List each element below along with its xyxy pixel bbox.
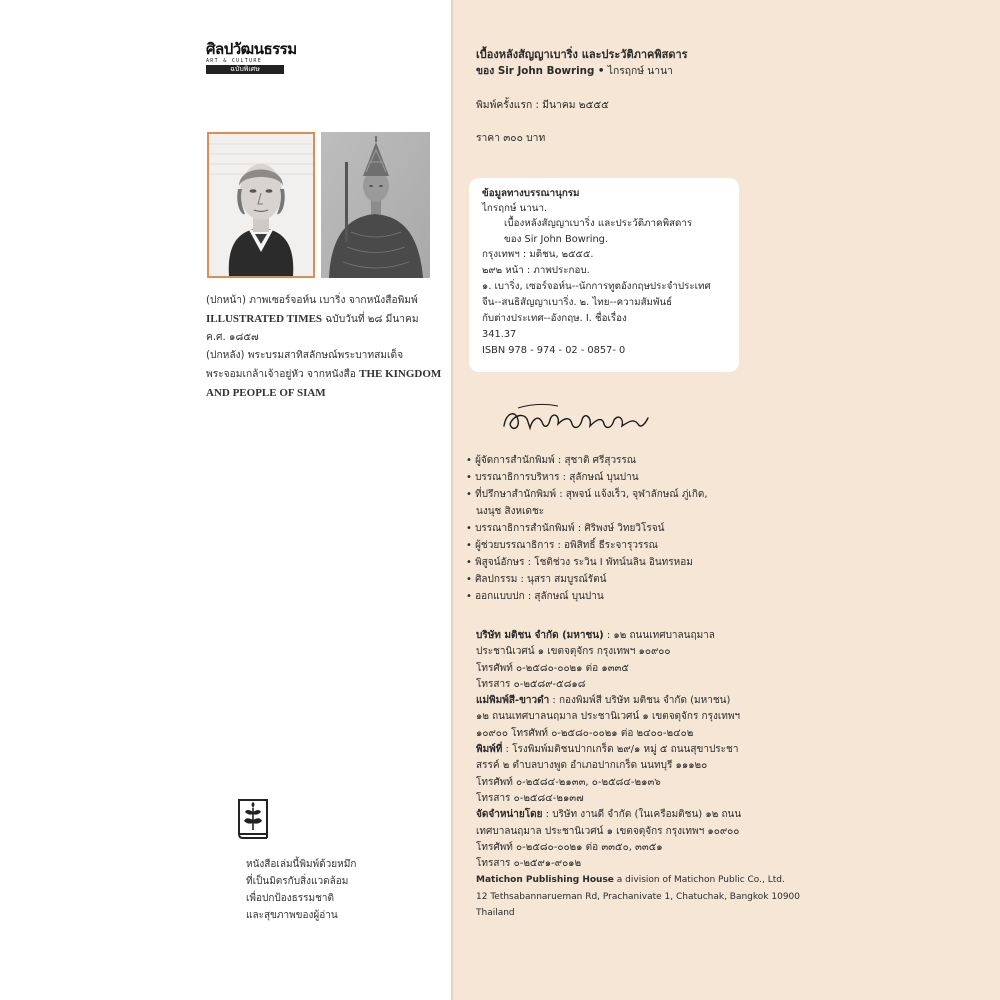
cover-caption xyxy=(206,292,442,402)
en-address: 12 Tethsabannarueman Rd, Prachanivate 1, Chatuchak, Bangkok 10900 xyxy=(476,891,800,902)
caption-back-source-b: AND PEOPLE OF SIAM xyxy=(206,387,326,399)
staff-line: • ศิลปกรรม : นุสรา สมบูรณ์รัตน์ xyxy=(466,574,607,585)
logo-edition-band: ฉบับพิเศษ xyxy=(206,65,284,74)
logo-title: ศิลปวัฒนธรรม xyxy=(206,40,297,58)
king-mongkut-portrait xyxy=(321,132,430,278)
caption-front-date-b: ค.ศ. ๑๘๕๗ xyxy=(206,332,259,343)
printer-address: สรรค์ ๒ ตำบลบางพูด อำเภอปากเกร็ด นนทบุรี ๑๑๑๒๐ xyxy=(476,760,708,772)
plate-address: ๑๒ ถนนเทศบาลนฤมาล ประชานิเวศน์ ๑ เขตจตุจักร กรุงเทพฯ xyxy=(476,711,741,723)
distributor-address: เทศบาลนฤมาล ประชานิเวศน์ ๑ เขตจตุจักร กรุงเทพฯ ๑๐๙๐๐ xyxy=(476,825,740,837)
printer-fax: โทรสาร ๐-๒๕๘๔-๒๑๓๗ xyxy=(476,792,584,804)
caption-back-prefix: (ปกหลัง) xyxy=(206,350,245,361)
staff-line: • ที่ปรึกษาสำนักพิมพ์ : สุพจน์ แจ้งเร็ว, จุฬาลักษณ์ ภู่เกิด, xyxy=(466,489,708,500)
en-country: Thailand xyxy=(476,908,515,919)
distributor-tel: โทรศัพท์ ๐-๒๕๘๐-๐๐๒๑ ต่อ ๓๓๕๐, ๓๓๕๑ xyxy=(476,841,663,853)
matichon-tel: โทรศัพท์ ๐-๒๕๘๐-๐๐๒๑ ต่อ ๑๓๓๕ xyxy=(476,662,629,674)
catalog-line: เบื้องหลังสัญญาเบาริ่ง และประวัติภาคพิสดาร xyxy=(504,218,693,229)
book-title: เบื้องหลังสัญญาเบาริ่ง และประวัติภาคพิสดาร xyxy=(476,48,688,61)
staff-line: • บรรณาธิการสำนักพิมพ์ : ศิริพงษ์ วิทยวิโรจน์ xyxy=(466,523,665,534)
matichon-fax: โทรสาร ๐-๒๕๘๙-๕๘๑๘ xyxy=(476,678,586,690)
eco-note-line: หนังสือเล่มนี้พิมพ์ด้วยหมึก xyxy=(246,859,357,870)
staff-line: นงนุช สิงหเดชะ xyxy=(476,506,545,517)
staff-list xyxy=(466,452,766,605)
distributor-label: จัดจำหน่ายโดย xyxy=(476,809,543,821)
printer-tel: โทรศัพท์ ๐-๒๕๘๔-๒๑๓๓, ๐-๒๕๘๔-๒๑๓๖ xyxy=(476,776,661,788)
eco-note-line: ที่เป็นมิตรกับสิ่งแวดล้อม xyxy=(246,876,349,887)
catalog-line: 341.37 xyxy=(482,329,517,340)
book-byline xyxy=(476,64,673,79)
byline-prefix: ของ Sir John Bowring • xyxy=(476,65,605,77)
catalog-line: ๒๙๒ หน้า : ภาพประกอบ. xyxy=(482,265,590,276)
logo-tagline: ART & CULTURE xyxy=(206,58,263,64)
author-name: ไกรฤกษ์ นานา xyxy=(604,65,673,77)
caption-back-text-a: พระบรมสาทิสลักษณ์พระบาทสมเด็จ xyxy=(244,350,404,361)
distributor-text: : บริษัท งานดี จำกัด (ในเครือมติชน) ๑๒ ถนน xyxy=(542,809,742,821)
eco-note-line: และสุขภาพของผู้อ่าน xyxy=(246,910,338,921)
plate-text: : กองพิมพ์สี บริษัท มติชน จำกัด (มหาชน) xyxy=(549,695,731,707)
caption-front-source: ILLUSTRATED TIMES xyxy=(206,313,323,325)
matichon-address-2: ประชานิเวศน์ ๑ เขตจตุจักร กรุงเทพฯ ๑๐๙๐๐ xyxy=(476,646,671,658)
catalog-line: ๑. เบาริ่ง, เซอร์จอห์น--นักการทูตอังกฤษประจำประเทศ xyxy=(482,281,711,292)
staff-line: • ผู้จัดการสำนักพิมพ์ : สุชาติ ศรีสุวรรณ xyxy=(466,455,637,466)
eco-ink-note xyxy=(246,856,426,924)
matichon-name: บริษัท มติชน จำกัด (มหาชน) xyxy=(476,630,604,641)
catalog-line: ไกรฤกษ์ นานา. xyxy=(482,203,548,214)
distributor-fax: โทรสาร ๐-๒๕๙๑-๙๐๑๒ xyxy=(476,858,582,870)
catalog-line: จีน--สนธิสัญญาเบาริ่ง. ๒. ไทย--ความสัมพันธ์ xyxy=(482,297,673,308)
catalog-line: กับต่างประเทศ--อังกฤษ. I. ชื่อเรื่อง xyxy=(482,313,627,324)
catalog-line: กรุงเทพฯ : มติชน, ๒๕๕๕. xyxy=(482,249,594,260)
eco-book-leaf-icon xyxy=(236,798,272,840)
catalog-line: ของ Sir John Bowring. xyxy=(504,234,608,245)
staff-line: • บรรณาธิการบริหาร : สุลักษณ์ บุนปาน xyxy=(466,472,639,483)
printer-text: : โรงพิมพ์มติชนปากเกร็ด ๒๙/๑ หมู่ ๕ ถนนสุขาประชา xyxy=(502,744,739,756)
company-info xyxy=(476,628,800,921)
catalog-heading: ข้อมูลทางบรรณานุกรม xyxy=(482,188,580,199)
plate-label: แม่พิมพ์สี-ขาวดำ xyxy=(476,695,550,707)
caption-front-date-a: ฉบับวันที่ ๒๘ มีนาคม xyxy=(322,314,419,325)
plate-tel: ๑๐๙๐๐ โทรศัพท์ ๐-๒๕๘๐-๐๐๒๑ ต่อ ๒๔๐๐-๒๔๐๒ xyxy=(476,727,694,739)
caption-front-text: ภาพเซอร์จอห์น เบาริ่ง จากหนังสือพิมพ์ xyxy=(245,295,418,306)
bowring-portrait xyxy=(207,132,315,278)
first-edition: พิมพ์ครั้งแรก : มีนาคม ๒๕๕๕ xyxy=(476,99,609,111)
caption-back-text-b: พระจอมเกล้าเจ้าอยู่หัว จากหนังสือ xyxy=(206,369,360,380)
staff-line: • ผู้ช่วยบรรณาธิการ : อพิสิทธิ์ ธีระจารุวรรณ xyxy=(466,540,658,551)
fold-line xyxy=(451,0,453,1000)
staff-line: • พิสูจน์อักษร : โชติช่วง ระวิน I พัทน์นลิน อินทรหอม xyxy=(466,557,693,568)
caption-back-source-a: THE KINGDOM xyxy=(359,368,442,380)
publisher-signature-logo xyxy=(498,398,658,438)
caption-front-prefix: (ปกหน้า) xyxy=(206,295,246,306)
matichon-address: : ๑๒ ถนนเทศบาลนฤมาล xyxy=(603,630,715,641)
book-price: ราคา ๓๐๐ บาท xyxy=(476,132,546,144)
printer-label: พิมพ์ที่ xyxy=(476,744,503,756)
catalog-line: ISBN 978 - 974 - 02 - 0857- 0 xyxy=(482,345,626,356)
en-publishing-house: Matichon Publishing House xyxy=(476,875,614,886)
en-division: a division of Matichon Public Co., Ltd. xyxy=(613,875,785,886)
staff-line: • ออกแบบปก : สุลักษณ์ บุนปาน xyxy=(466,591,604,602)
magazine-logo xyxy=(206,40,297,75)
eco-note-line: เพื่อปกป้องธรรมชาติ xyxy=(246,893,334,904)
cataloging-data-box xyxy=(469,178,739,372)
